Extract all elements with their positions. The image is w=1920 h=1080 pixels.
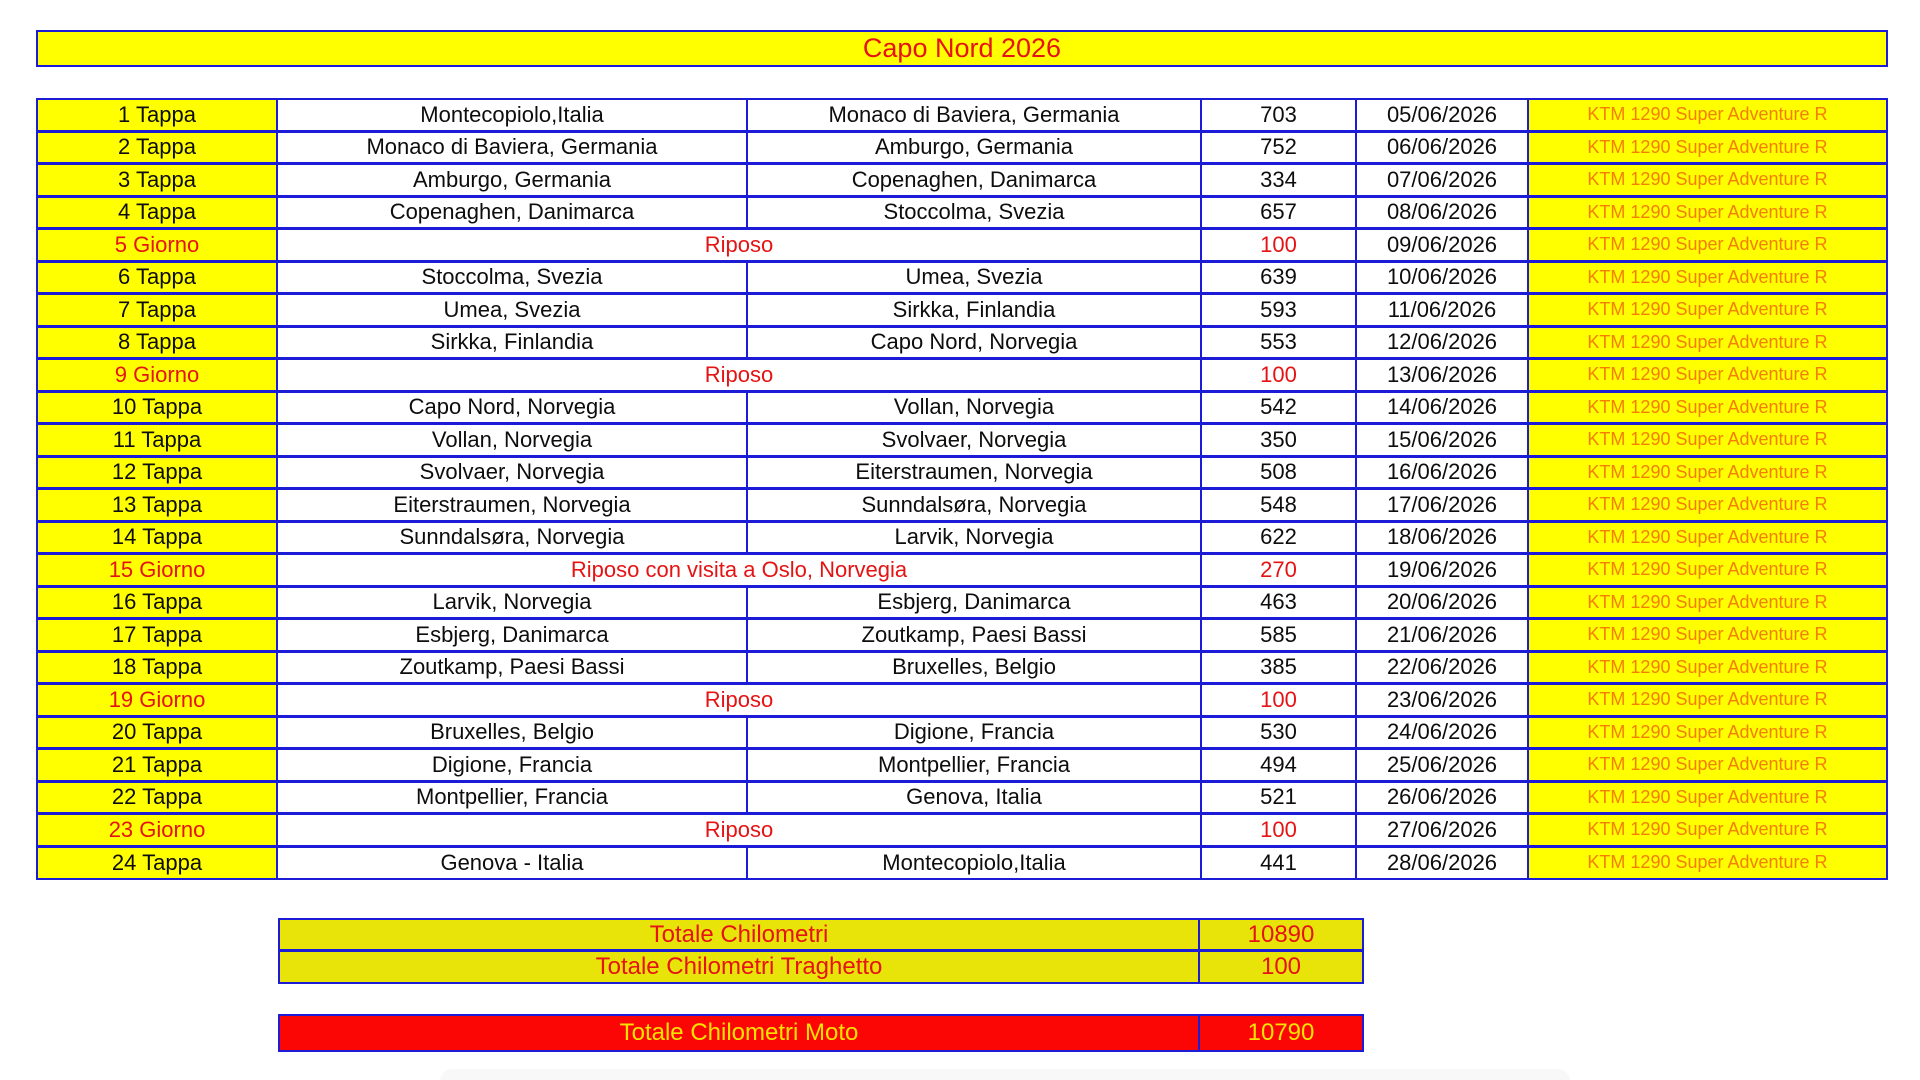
stage-cell[interactable]: 18 Tappa bbox=[38, 653, 278, 683]
table-row bbox=[38, 263, 1886, 296]
bike-cell[interactable]: KTM 1290 Super Adventure R bbox=[1529, 198, 1886, 228]
from-location-cell[interactable]: Sunndalsøra, Norvegia bbox=[278, 523, 748, 553]
km-cell[interactable]: 100 bbox=[1202, 815, 1357, 845]
table-row bbox=[38, 848, 1886, 878]
to-location-cell[interactable]: Vollan, Norvegia bbox=[748, 393, 1202, 423]
km-cell[interactable]: 530 bbox=[1202, 718, 1357, 748]
rest-description-cell[interactable]: Riposo bbox=[278, 685, 1202, 715]
km-cell[interactable]: 270 bbox=[1202, 555, 1357, 585]
stage-cell[interactable]: 3 Tappa bbox=[38, 165, 278, 195]
km-cell[interactable]: 350 bbox=[1202, 425, 1357, 455]
to-location-cell[interactable]: Monaco di Baviera, Germania bbox=[748, 100, 1202, 130]
date-cell[interactable]: 13/06/2026 bbox=[1357, 360, 1529, 390]
from-location-cell[interactable]: Stoccolma, Svezia bbox=[278, 263, 748, 293]
stage-cell[interactable]: 17 Tappa bbox=[38, 620, 278, 650]
to-location-cell[interactable]: Larvik, Norvegia bbox=[748, 523, 1202, 553]
bike-cell[interactable]: KTM 1290 Super Adventure R bbox=[1529, 295, 1886, 325]
table-row bbox=[38, 100, 1886, 133]
table-row bbox=[38, 425, 1886, 458]
from-location-cell[interactable]: Umea, Svezia bbox=[278, 295, 748, 325]
stage-cell[interactable]: 12 Tappa bbox=[38, 458, 278, 488]
stage-cell[interactable]: 24 Tappa bbox=[38, 848, 278, 878]
rest-description-cell[interactable]: Riposo bbox=[278, 230, 1202, 260]
stage-cell[interactable]: 11 Tappa bbox=[38, 425, 278, 455]
from-location-cell[interactable]: Genova - Italia bbox=[278, 848, 748, 878]
to-location-cell[interactable]: Svolvaer, Norvegia bbox=[748, 425, 1202, 455]
bike-cell[interactable]: KTM 1290 Super Adventure R bbox=[1529, 555, 1886, 585]
table-row bbox=[38, 588, 1886, 621]
from-location-cell[interactable]: Zoutkamp, Paesi Bassi bbox=[278, 653, 748, 683]
stage-cell[interactable]: 22 Tappa bbox=[38, 783, 278, 813]
km-cell[interactable]: 385 bbox=[1202, 653, 1357, 683]
bike-cell[interactable]: KTM 1290 Super Adventure R bbox=[1529, 718, 1886, 748]
stage-cell[interactable]: 2 Tappa bbox=[38, 133, 278, 163]
bike-cell[interactable]: KTM 1290 Super Adventure R bbox=[1529, 165, 1886, 195]
rest-day-cell[interactable]: 9 Giorno bbox=[38, 360, 278, 390]
to-location-cell[interactable]: Genova, Italia bbox=[748, 783, 1202, 813]
bike-cell[interactable]: KTM 1290 Super Adventure R bbox=[1529, 783, 1886, 813]
km-cell[interactable]: 441 bbox=[1202, 848, 1357, 878]
date-cell[interactable]: 26/06/2026 bbox=[1357, 783, 1529, 813]
to-location-cell[interactable]: Zoutkamp, Paesi Bassi bbox=[748, 620, 1202, 650]
to-location-cell[interactable]: Stoccolma, Svezia bbox=[748, 198, 1202, 228]
to-location-cell[interactable]: Capo Nord, Norvegia bbox=[748, 328, 1202, 358]
date-cell[interactable]: 10/06/2026 bbox=[1357, 263, 1529, 293]
table-row bbox=[38, 295, 1886, 328]
table-row bbox=[38, 458, 1886, 491]
km-cell[interactable]: 585 bbox=[1202, 620, 1357, 650]
stage-cell[interactable]: 16 Tappa bbox=[38, 588, 278, 618]
km-cell[interactable]: 703 bbox=[1202, 100, 1357, 130]
date-cell[interactable]: 24/06/2026 bbox=[1357, 718, 1529, 748]
table-row bbox=[38, 783, 1886, 816]
bike-cell[interactable]: KTM 1290 Super Adventure R bbox=[1529, 458, 1886, 488]
title-banner-cell[interactable]: Capo Nord 2026 bbox=[36, 30, 1888, 67]
km-cell[interactable]: 508 bbox=[1202, 458, 1357, 488]
bike-cell[interactable]: KTM 1290 Super Adventure R bbox=[1529, 133, 1886, 163]
table-row bbox=[38, 133, 1886, 166]
table-row bbox=[38, 230, 1886, 263]
date-cell[interactable]: 08/06/2026 bbox=[1357, 198, 1529, 228]
to-location-cell[interactable]: Esbjerg, Danimarca bbox=[748, 588, 1202, 618]
km-cell[interactable]: 521 bbox=[1202, 783, 1357, 813]
km-cell[interactable]: 553 bbox=[1202, 328, 1357, 358]
stage-cell[interactable]: 7 Tappa bbox=[38, 295, 278, 325]
table-row bbox=[38, 653, 1886, 686]
date-cell[interactable]: 14/06/2026 bbox=[1357, 393, 1529, 423]
stage-cell[interactable]: 20 Tappa bbox=[38, 718, 278, 748]
to-location-cell[interactable]: Sirkka, Finlandia bbox=[748, 295, 1202, 325]
to-location-cell[interactable]: Montecopiolo,Italia bbox=[748, 848, 1202, 878]
date-cell[interactable]: 25/06/2026 bbox=[1357, 750, 1529, 780]
total-ferry-km-label-cell[interactable]: Totale Chilometri Traghetto bbox=[280, 952, 1200, 982]
to-location-cell[interactable]: Umea, Svezia bbox=[748, 263, 1202, 293]
rest-description-cell[interactable]: Riposo bbox=[278, 815, 1202, 845]
bike-cell[interactable]: KTM 1290 Super Adventure R bbox=[1529, 588, 1886, 618]
table-row bbox=[280, 920, 1362, 952]
date-cell[interactable]: 11/06/2026 bbox=[1357, 295, 1529, 325]
to-location-cell[interactable]: Sunndalsøra, Norvegia bbox=[748, 490, 1202, 520]
date-cell[interactable]: 12/06/2026 bbox=[1357, 328, 1529, 358]
from-location-cell[interactable]: Monaco di Baviera, Germania bbox=[278, 133, 748, 163]
bike-cell[interactable]: KTM 1290 Super Adventure R bbox=[1529, 848, 1886, 878]
km-cell[interactable]: 657 bbox=[1202, 198, 1357, 228]
total-ferry-km-value-cell[interactable]: 100 bbox=[1200, 952, 1362, 982]
to-location-cell[interactable]: Digione, Francia bbox=[748, 718, 1202, 748]
bike-cell[interactable]: KTM 1290 Super Adventure R bbox=[1529, 620, 1886, 650]
bike-cell[interactable]: KTM 1290 Super Adventure R bbox=[1529, 393, 1886, 423]
km-cell[interactable]: 542 bbox=[1202, 393, 1357, 423]
rest-day-cell[interactable]: 19 Giorno bbox=[38, 685, 278, 715]
table-row bbox=[38, 328, 1886, 361]
km-cell[interactable]: 622 bbox=[1202, 523, 1357, 553]
grand-total-bar bbox=[278, 1014, 1364, 1052]
table-row bbox=[280, 952, 1362, 982]
from-location-cell[interactable]: Bruxelles, Belgio bbox=[278, 718, 748, 748]
from-location-cell[interactable]: Amburgo, Germania bbox=[278, 165, 748, 195]
from-location-cell[interactable]: Digione, Francia bbox=[278, 750, 748, 780]
rest-description-cell[interactable]: Riposo bbox=[278, 360, 1202, 390]
bike-cell[interactable]: KTM 1290 Super Adventure R bbox=[1529, 490, 1886, 520]
to-location-cell[interactable]: Eiterstraumen, Norvegia bbox=[748, 458, 1202, 488]
date-cell[interactable]: 19/06/2026 bbox=[1357, 555, 1529, 585]
date-cell[interactable]: 15/06/2026 bbox=[1357, 425, 1529, 455]
stage-cell[interactable]: 8 Tappa bbox=[38, 328, 278, 358]
km-cell[interactable]: 494 bbox=[1202, 750, 1357, 780]
km-cell[interactable]: 463 bbox=[1202, 588, 1357, 618]
date-cell[interactable]: 17/06/2026 bbox=[1357, 490, 1529, 520]
table-row bbox=[38, 718, 1886, 751]
bike-cell[interactable]: KTM 1290 Super Adventure R bbox=[1529, 653, 1886, 683]
from-location-cell[interactable]: Montecopiolo,Italia bbox=[278, 100, 748, 130]
table-row bbox=[38, 360, 1886, 393]
from-location-cell[interactable]: Copenaghen, Danimarca bbox=[278, 198, 748, 228]
total-km-label-cell[interactable]: Totale Chilometri bbox=[280, 920, 1200, 949]
km-cell[interactable]: 334 bbox=[1202, 165, 1357, 195]
table-row bbox=[38, 198, 1886, 231]
from-location-cell[interactable]: Montpellier, Francia bbox=[278, 783, 748, 813]
total-moto-km-label-cell[interactable]: Totale Chilometri Moto bbox=[280, 1016, 1200, 1050]
date-cell[interactable]: 27/06/2026 bbox=[1357, 815, 1529, 845]
total-moto-km-value-cell[interactable]: 10790 bbox=[1247, 1019, 1315, 1046]
from-location-cell[interactable]: Capo Nord, Norvegia bbox=[278, 393, 748, 423]
table-row bbox=[38, 165, 1886, 198]
date-cell[interactable]: 23/06/2026 bbox=[1357, 685, 1529, 715]
stage-cell[interactable]: 1 Tappa bbox=[38, 100, 278, 130]
stage-cell[interactable]: 21 Tappa bbox=[38, 750, 278, 780]
stage-cell[interactable]: 14 Tappa bbox=[38, 523, 278, 553]
stage-cell[interactable]: 10 Tappa bbox=[38, 393, 278, 423]
table-row bbox=[38, 685, 1886, 718]
km-cell[interactable]: 639 bbox=[1202, 263, 1357, 293]
date-cell[interactable]: 22/06/2026 bbox=[1357, 653, 1529, 683]
km-cell[interactable]: 752 bbox=[1202, 133, 1357, 163]
total-km-value-cell[interactable]: 10890 bbox=[1200, 920, 1362, 949]
km-cell[interactable]: 100 bbox=[1202, 360, 1357, 390]
bike-cell[interactable]: KTM 1290 Super Adventure R bbox=[1529, 100, 1886, 130]
bike-cell[interactable]: KTM 1290 Super Adventure R bbox=[1529, 230, 1886, 260]
date-cell[interactable]: 18/06/2026 bbox=[1357, 523, 1529, 553]
date-cell[interactable]: 06/06/2026 bbox=[1357, 133, 1529, 163]
to-location-cell[interactable]: Copenaghen, Danimarca bbox=[748, 165, 1202, 195]
km-cell[interactable]: 100 bbox=[1202, 230, 1357, 260]
from-location-cell[interactable]: Svolvaer, Norvegia bbox=[278, 458, 748, 488]
date-cell[interactable]: 21/06/2026 bbox=[1357, 620, 1529, 650]
km-cell[interactable]: 100 bbox=[1202, 685, 1357, 715]
bike-cell[interactable]: KTM 1290 Super Adventure R bbox=[1529, 750, 1886, 780]
date-cell[interactable]: 07/06/2026 bbox=[1357, 165, 1529, 195]
table-row bbox=[38, 393, 1886, 426]
stage-cell[interactable]: 13 Tappa bbox=[38, 490, 278, 520]
date-cell[interactable]: 28/06/2026 bbox=[1357, 848, 1529, 878]
rest-day-cell[interactable]: 5 Giorno bbox=[38, 230, 278, 260]
table-row bbox=[38, 815, 1886, 848]
bike-cell[interactable]: KTM 1290 Super Adventure R bbox=[1529, 360, 1886, 390]
rest-description-cell[interactable]: Riposo con visita a Oslo, Norvegia bbox=[278, 555, 1202, 585]
table-row bbox=[38, 750, 1886, 783]
bike-cell[interactable]: KTM 1290 Super Adventure R bbox=[1529, 425, 1886, 455]
bike-cell[interactable]: KTM 1290 Super Adventure R bbox=[1529, 815, 1886, 845]
rest-day-cell[interactable]: 23 Giorno bbox=[38, 815, 278, 845]
itinerary-table bbox=[36, 98, 1888, 880]
from-location-cell[interactable]: Larvik, Norvegia bbox=[278, 588, 748, 618]
date-cell[interactable]: 20/06/2026 bbox=[1357, 588, 1529, 618]
date-cell[interactable]: 05/06/2026 bbox=[1357, 100, 1529, 130]
date-cell[interactable]: 09/06/2026 bbox=[1357, 230, 1529, 260]
table-row bbox=[38, 620, 1886, 653]
totals-table bbox=[278, 918, 1364, 984]
to-location-cell[interactable]: Bruxelles, Belgio bbox=[748, 653, 1202, 683]
table-row bbox=[38, 555, 1886, 588]
bike-cell[interactable]: KTM 1290 Super Adventure R bbox=[1529, 685, 1886, 715]
bike-cell[interactable]: KTM 1290 Super Adventure R bbox=[1529, 523, 1886, 553]
rest-day-cell[interactable]: 15 Giorno bbox=[38, 555, 278, 585]
bike-cell[interactable]: KTM 1290 Super Adventure R bbox=[1529, 263, 1886, 293]
table-row bbox=[38, 490, 1886, 523]
bottom-panel-edge bbox=[440, 1069, 1570, 1080]
km-cell[interactable]: 548 bbox=[1202, 490, 1357, 520]
km-cell[interactable]: 593 bbox=[1202, 295, 1357, 325]
stage-cell[interactable]: 4 Tappa bbox=[38, 198, 278, 228]
stage-cell[interactable]: 6 Tappa bbox=[38, 263, 278, 293]
from-location-cell[interactable]: Esbjerg, Danimarca bbox=[278, 620, 748, 650]
from-location-cell[interactable]: Sirkka, Finlandia bbox=[278, 328, 748, 358]
from-location-cell[interactable]: Vollan, Norvegia bbox=[278, 425, 748, 455]
to-location-cell[interactable]: Amburgo, Germania bbox=[748, 133, 1202, 163]
to-location-cell[interactable]: Montpellier, Francia bbox=[748, 750, 1202, 780]
bike-cell[interactable]: KTM 1290 Super Adventure R bbox=[1529, 328, 1886, 358]
table-row bbox=[38, 523, 1886, 556]
date-cell[interactable]: 16/06/2026 bbox=[1357, 458, 1529, 488]
from-location-cell[interactable]: Eiterstraumen, Norvegia bbox=[278, 490, 748, 520]
